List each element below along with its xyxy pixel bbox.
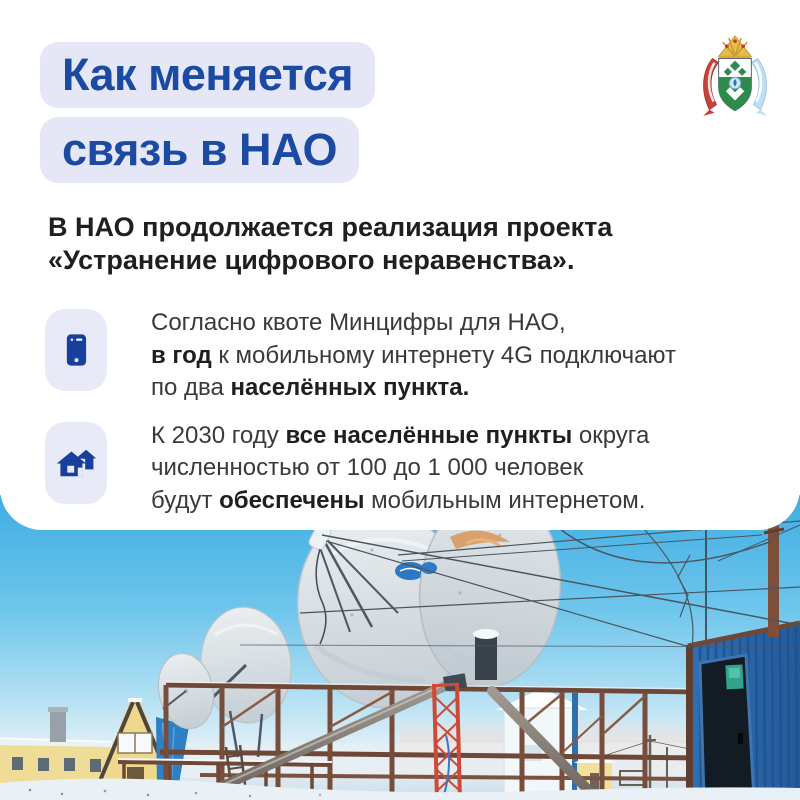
intro-line-2: «Устранение цифрового неравенства». <box>48 245 575 275</box>
title-row-1 <box>40 42 760 117</box>
bullet-line: численностью от 100 до 1 000 человек <box>151 454 584 481</box>
bullet-line: К 2030 году все населённые пункты округа <box>151 421 650 449</box>
smartphone-icon <box>54 328 98 372</box>
list-item <box>45 420 760 518</box>
intro-paragraph <box>48 211 760 277</box>
satellite-dishes-winter-photo <box>0 495 800 800</box>
page-title-line-2: связь в НАО <box>40 117 359 183</box>
blue-container <box>686 623 800 800</box>
page-title-line-1: Как меняется <box>40 42 375 108</box>
bullet-line: в год к мобильному интернету 4G подключают <box>151 341 676 369</box>
icon-tile <box>45 422 107 504</box>
nao-coat-of-arms-icon <box>694 34 776 124</box>
bullet-list <box>45 307 760 517</box>
icon-tile <box>45 309 107 391</box>
bullet-text <box>151 307 676 405</box>
bullet-line: Согласно квоте Минцифры для НАО, <box>151 309 566 336</box>
bullet-line: по два населённых пункта. <box>151 374 470 401</box>
bullet-text <box>151 420 649 518</box>
title-row-2 <box>40 117 760 192</box>
houses-icon <box>54 441 98 485</box>
intro-line-1: В НАО продолжается реализация проекта <box>48 212 613 242</box>
list-item <box>45 307 760 405</box>
bullet-line: будут обеспечены мобильным интернетом. <box>151 486 646 514</box>
